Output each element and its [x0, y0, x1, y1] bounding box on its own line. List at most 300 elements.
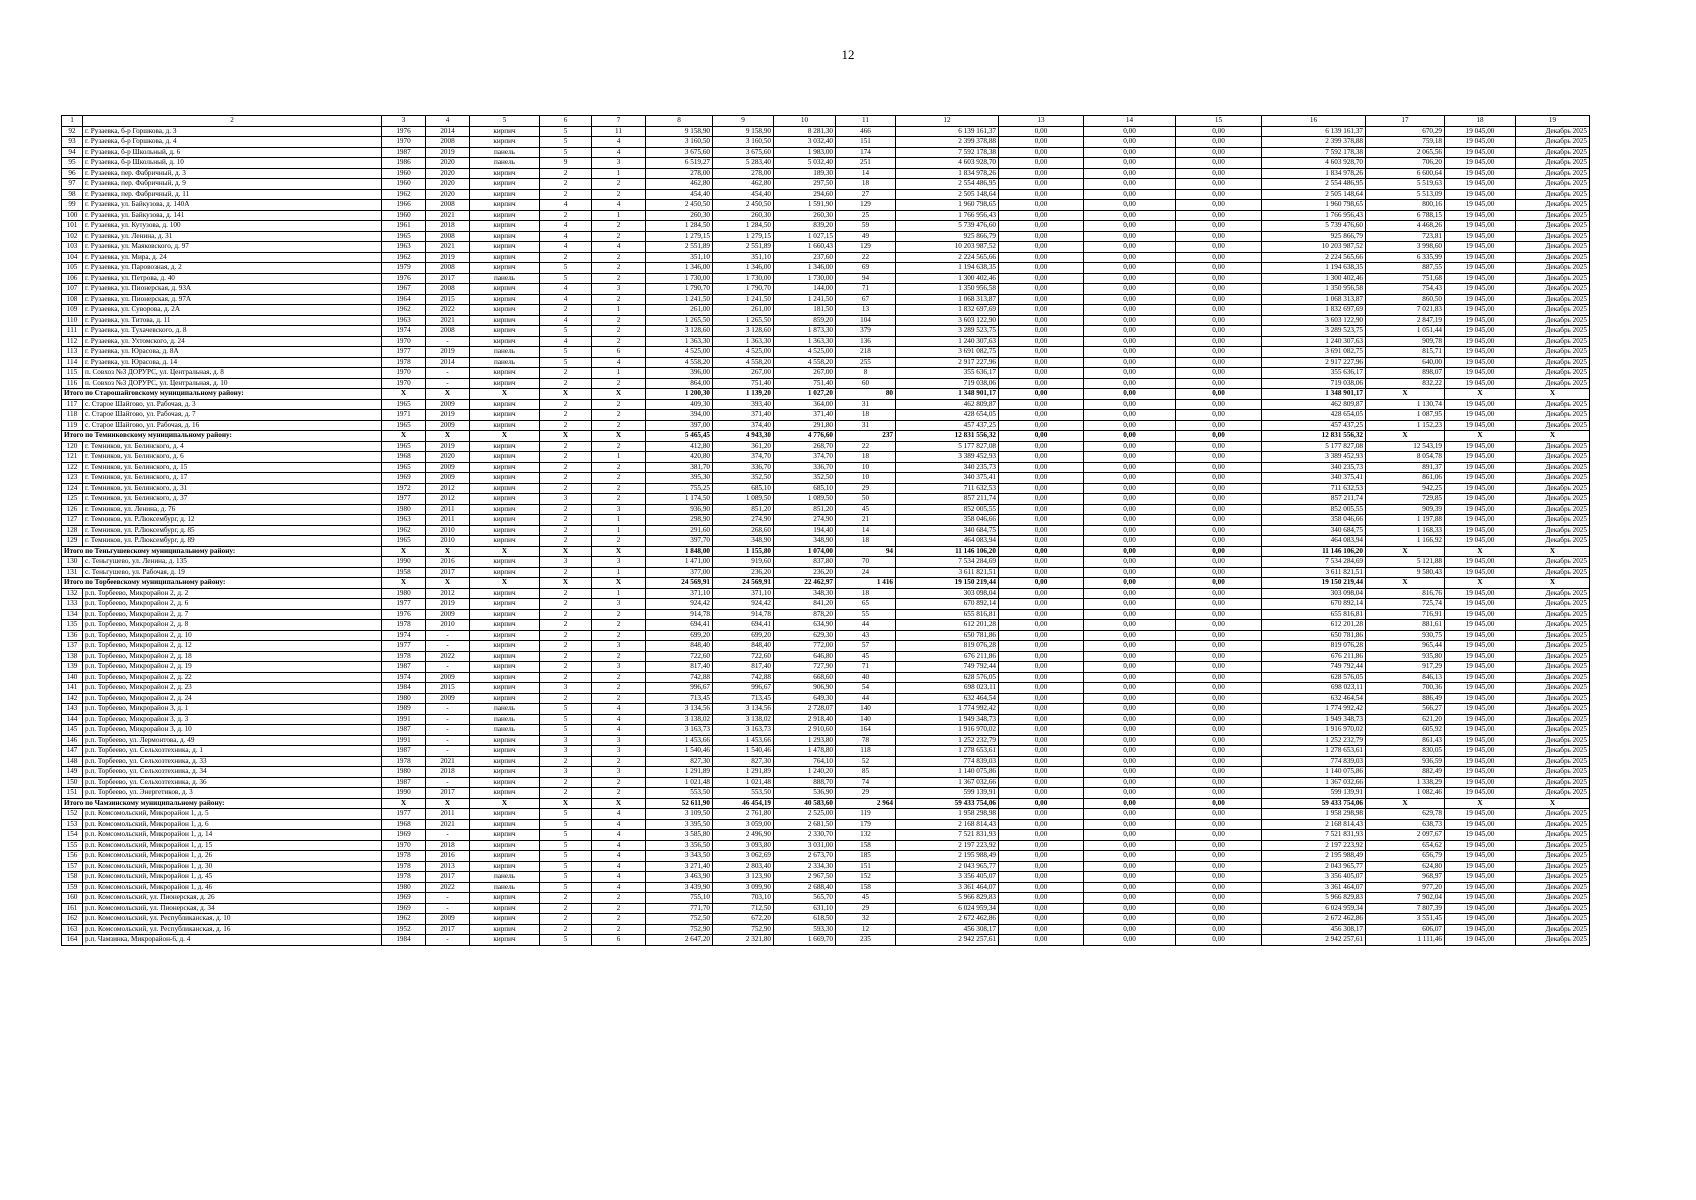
table-cell: 4 558,20 — [713, 357, 774, 368]
table-cell: 2 — [592, 683, 646, 694]
table-cell: 14 — [836, 525, 896, 536]
table-cell: 99 — [62, 200, 83, 211]
subtotal-cell: 237 — [836, 431, 896, 442]
subtotal-cell: X — [540, 389, 592, 400]
table-cell: 0,00 — [1084, 893, 1176, 904]
table-cell: 4 525,00 — [774, 347, 836, 358]
table-cell: 1970 — [382, 378, 426, 389]
table-cell: 462 809,87 — [1262, 399, 1366, 410]
table-cell: Декабрь 2025 — [1516, 914, 1590, 925]
table-cell: 2 505 148,64 — [1262, 189, 1366, 200]
table-cell: 261,00 — [646, 305, 713, 316]
table-cell: Декабрь 2025 — [1516, 735, 1590, 746]
address-cell: р.п. Комсомольский, Микрорайон 1, д. 14 — [83, 830, 382, 841]
table-row — [62, 935, 1590, 946]
table-row — [62, 651, 1590, 662]
table-cell: 9 158,90 — [646, 126, 713, 137]
table-cell: 18 — [836, 179, 896, 190]
table-cell: 135 — [62, 620, 83, 631]
subtotal-cell: 0,00 — [999, 389, 1084, 400]
table-cell: 19 045,00 — [1445, 567, 1516, 578]
table-cell: кирпич — [470, 767, 540, 778]
table-cell: 3 — [592, 158, 646, 169]
table-row — [62, 777, 1590, 788]
table-cell: 1977 — [382, 809, 426, 820]
table-cell: 19 045,00 — [1445, 305, 1516, 316]
address-cell: г. Рузаевка, б-р Школьный, д. 6 — [83, 147, 382, 158]
table-cell: 397,00 — [646, 420, 713, 431]
subtotal-cell: 59 433 754,06 — [896, 798, 999, 809]
address-cell: р.п. Комсомольский, Микрорайон 1, д. 15 — [83, 840, 382, 851]
table-cell: 5 032,40 — [774, 158, 836, 169]
table-cell: 977,20 — [1366, 882, 1445, 893]
table-cell: 19 045,00 — [1445, 914, 1516, 925]
table-cell: 237,60 — [774, 252, 836, 263]
subtotal-cell: X — [426, 798, 470, 809]
table-cell: 7 592 178,38 — [1262, 147, 1366, 158]
address-cell: р.п. Торбеево, Микрорайон 2, д. 23 — [83, 683, 382, 694]
table-cell: 0,00 — [999, 483, 1084, 494]
table-cell: 40 — [836, 672, 896, 683]
table-cell: 0,00 — [1176, 651, 1262, 662]
table-cell: 0,00 — [999, 273, 1084, 284]
table-cell: 0,00 — [1084, 746, 1176, 757]
subtotal-cell: X — [1445, 546, 1516, 557]
address-cell: р.п. Торбеево, Микрорайон 2, д. 8 — [83, 620, 382, 631]
table-cell: 2015 — [426, 294, 470, 305]
table-cell: 0,00 — [1176, 336, 1262, 347]
table-cell: 104 — [836, 315, 896, 326]
table-cell: 5 739 476,60 — [896, 221, 999, 232]
table-cell: 2 — [592, 263, 646, 274]
table-cell: 396,00 — [646, 368, 713, 379]
table-cell: 2 728,07 — [774, 704, 836, 715]
table-cell: 144,00 — [774, 284, 836, 295]
address-cell: р.п. Комсомольский, Микрорайон 1, д. 30 — [83, 861, 382, 872]
subtotal-cell: X — [1366, 798, 1445, 809]
table-cell: 0,00 — [1176, 462, 1262, 473]
table-cell: 18 — [836, 452, 896, 463]
table-cell: Декабрь 2025 — [1516, 641, 1590, 652]
table-cell: 5 — [540, 819, 592, 830]
table-cell: 3 611 821,51 — [896, 567, 999, 578]
table-cell: 2 224 565,66 — [1262, 252, 1366, 263]
table-cell: 0,00 — [999, 830, 1084, 841]
table-cell: 5 — [540, 126, 592, 137]
table-cell: 2 — [592, 924, 646, 935]
table-cell: 2 — [540, 483, 592, 494]
address-cell: р.п. Торбеево, Микрорайон 3, д. 1 — [83, 704, 382, 715]
table-cell: 2012 — [426, 588, 470, 599]
table-cell: 10 — [836, 462, 896, 473]
address-cell: п. Совхоз №3 ДОРУРС, ул. Центральная, д. 8 — [83, 368, 382, 379]
table-cell: 860,50 — [1366, 294, 1445, 305]
table-cell: 914,78 — [713, 609, 774, 620]
table-cell: панель — [470, 882, 540, 893]
table-cell: 935,80 — [1366, 651, 1445, 662]
table-cell: 377,00 — [646, 567, 713, 578]
table-cell: 358 046,66 — [896, 515, 999, 526]
table-cell: Декабрь 2025 — [1516, 746, 1590, 757]
column-number-cell: 19 — [1516, 116, 1590, 127]
table-cell: 1 591,90 — [774, 200, 836, 211]
table-cell: кирпич — [470, 315, 540, 326]
table-row — [62, 840, 1590, 851]
table-cell: 859,20 — [774, 315, 836, 326]
table-cell: 2 — [540, 462, 592, 473]
table-cell: 634,90 — [774, 620, 836, 631]
table-cell: 0,00 — [1176, 714, 1262, 725]
table-cell: 464 083,94 — [896, 536, 999, 547]
table-cell: 0,00 — [1084, 609, 1176, 620]
table-cell: 1 027,15 — [774, 231, 836, 242]
table-cell: 1 — [592, 567, 646, 578]
table-cell: Декабрь 2025 — [1516, 861, 1590, 872]
table-cell: 1966 — [382, 200, 426, 211]
table-cell: Декабрь 2025 — [1516, 588, 1590, 599]
table-cell: 2 450,50 — [713, 200, 774, 211]
table-cell: 2 097,67 — [1366, 830, 1445, 841]
table-cell: 348,90 — [774, 536, 836, 547]
table-cell: 0,00 — [999, 788, 1084, 799]
table-cell: кирпич — [470, 336, 540, 347]
table-cell: 2 399 378,88 — [896, 137, 999, 148]
table-cell: 3 — [592, 746, 646, 757]
table-cell: 1 300 402,46 — [896, 273, 999, 284]
table-cell: 864,00 — [646, 378, 713, 389]
address-cell: г. Рузаевка, пер. Фабричный, д. 11 — [83, 189, 382, 200]
table-cell: кирпич — [470, 861, 540, 872]
table-cell: 599 139,91 — [1262, 788, 1366, 799]
table-cell: 0,00 — [1176, 683, 1262, 694]
table-cell: 0,00 — [999, 284, 1084, 295]
table-cell: 2 554 486,95 — [1262, 179, 1366, 190]
table-cell: 5 — [540, 830, 592, 841]
table-cell: 0,00 — [1176, 840, 1262, 851]
subtotal-cell: X — [592, 546, 646, 557]
table-cell: Декабрь 2025 — [1516, 336, 1590, 347]
table-cell: 138 — [62, 651, 83, 662]
table-cell: 4 — [592, 872, 646, 883]
table-cell: 0,00 — [1084, 462, 1176, 473]
table-cell: 5 — [540, 347, 592, 358]
table-cell: 742,88 — [713, 672, 774, 683]
table-cell: 261,00 — [713, 305, 774, 316]
table-cell: 348,30 — [774, 588, 836, 599]
table-cell: 0,00 — [1176, 494, 1262, 505]
table-cell: 650 781,86 — [1262, 630, 1366, 641]
table-cell: 1 478,80 — [774, 746, 836, 757]
table-cell: 4 — [592, 840, 646, 851]
address-cell: с. Старое Шайгово, ул. Рабочая, д. 16 — [83, 420, 382, 431]
table-cell: 4 — [540, 315, 592, 326]
table-cell: 3 — [592, 662, 646, 673]
table-cell: 104 — [62, 252, 83, 263]
table-cell: 3 — [592, 599, 646, 610]
subtotal-cell: X — [1366, 546, 1445, 557]
table-cell: 1 051,44 — [1366, 326, 1445, 337]
table-cell: 1990 — [382, 557, 426, 568]
table-cell: 719 038,06 — [896, 378, 999, 389]
table-cell: 1 021,48 — [646, 777, 713, 788]
table-cell: 1 279,15 — [646, 231, 713, 242]
table-cell: 3 138,02 — [646, 714, 713, 725]
address-cell: г. Темников, ул. Белинского, д. 15 — [83, 462, 382, 473]
table-cell: 2022 — [426, 882, 470, 893]
table-cell: 85 — [836, 767, 896, 778]
table-cell: 218 — [836, 347, 896, 358]
table-cell: Декабрь 2025 — [1516, 903, 1590, 914]
table-cell: 0,00 — [1176, 326, 1262, 337]
table-cell: кирпич — [470, 263, 540, 274]
table-cell: 0,00 — [1176, 515, 1262, 526]
table-cell: 632 464,54 — [1262, 693, 1366, 704]
table-cell: панель — [470, 273, 540, 284]
table-row — [62, 809, 1590, 820]
table-cell: 19 045,00 — [1445, 294, 1516, 305]
table-cell: кирпич — [470, 683, 540, 694]
table-cell: 3 138,02 — [713, 714, 774, 725]
table-cell: 1969 — [382, 830, 426, 841]
table-row — [62, 294, 1590, 305]
table-cell: 1 089,50 — [713, 494, 774, 505]
table-cell: 851,20 — [713, 504, 774, 515]
table-cell: 60 — [836, 378, 896, 389]
table-cell: 888,70 — [774, 777, 836, 788]
table-cell: 2 — [540, 777, 592, 788]
table-cell: 278,00 — [646, 168, 713, 179]
table-cell: 141 — [62, 683, 83, 694]
table-cell: Декабрь 2025 — [1516, 840, 1590, 851]
table-cell: 12 543,19 — [1366, 441, 1445, 452]
table-cell: 2 918,40 — [774, 714, 836, 725]
table-cell: 0,00 — [999, 336, 1084, 347]
table-cell: 7 534 284,69 — [1262, 557, 1366, 568]
table-cell: 123 — [62, 473, 83, 484]
table-cell: 0,00 — [1176, 872, 1262, 883]
table-cell: 0,00 — [1084, 788, 1176, 799]
table-cell: 2018 — [426, 221, 470, 232]
table-cell: 3 691 082,75 — [1262, 347, 1366, 358]
table-cell: 0,00 — [999, 494, 1084, 505]
table-cell: 2020 — [426, 189, 470, 200]
table-cell: 3 439,90 — [646, 882, 713, 893]
table-cell: 0,00 — [1084, 599, 1176, 610]
table-cell: 5 — [540, 137, 592, 148]
table-cell: 105 — [62, 263, 83, 274]
table-cell: 1968 — [382, 819, 426, 830]
table-cell: кирпич — [470, 284, 540, 295]
table-cell: кирпич — [470, 126, 540, 137]
table-cell: 1 197,88 — [1366, 515, 1445, 526]
table-cell: 3 611 821,51 — [1262, 567, 1366, 578]
table-cell: 752,50 — [646, 914, 713, 925]
subtotal-row — [62, 389, 1590, 400]
table-cell: Декабрь 2025 — [1516, 168, 1590, 179]
table-cell: 861,06 — [1366, 473, 1445, 484]
table-cell: 2021 — [426, 315, 470, 326]
table-cell: 45 — [836, 651, 896, 662]
table-cell: 0,00 — [1176, 210, 1262, 221]
table-cell: 340 684,75 — [896, 525, 999, 536]
table-cell: 553,50 — [713, 788, 774, 799]
table-cell: 3 356,50 — [646, 840, 713, 851]
table-cell: 0,00 — [1084, 420, 1176, 431]
subtotal-cell: X — [1366, 431, 1445, 442]
table-cell: 374,40 — [713, 420, 774, 431]
table-cell: 4 — [540, 221, 592, 232]
table-cell: 699,20 — [646, 630, 713, 641]
table-cell: 0,00 — [1176, 851, 1262, 862]
table-cell: 2 — [540, 420, 592, 431]
table-cell: кирпич — [470, 630, 540, 641]
subtotal-cell: 0,00 — [999, 546, 1084, 557]
table-cell: кирпич — [470, 809, 540, 820]
table-cell: 0,00 — [999, 735, 1084, 746]
table-cell: 0,00 — [999, 242, 1084, 253]
table-cell: 164 — [836, 725, 896, 736]
table-cell: 0,00 — [1084, 368, 1176, 379]
table-cell: 5 519,63 — [1366, 179, 1445, 190]
table-row — [62, 567, 1590, 578]
table-cell: 1963 — [382, 242, 426, 253]
table-cell: 29 — [836, 483, 896, 494]
address-cell: р.п. Торбеево, ул. Сельхозтехника, д. 1 — [83, 746, 382, 757]
table-cell: 96 — [62, 168, 83, 179]
table-cell: 115 — [62, 368, 83, 379]
table-cell: 6 600,64 — [1366, 168, 1445, 179]
table-row — [62, 126, 1590, 137]
table-cell: 0,00 — [1176, 777, 1262, 788]
address-cell: с. Теньгушево, ул. Ленина, д. 135 — [83, 557, 382, 568]
table-cell: 103 — [62, 242, 83, 253]
table-cell: 19 045,00 — [1445, 189, 1516, 200]
table-cell: 566,27 — [1366, 704, 1445, 715]
table-cell: 19 045,00 — [1445, 200, 1516, 211]
table-cell: 8 — [836, 368, 896, 379]
subtotal-cell: X — [1516, 546, 1590, 557]
table-cell: 148 — [62, 756, 83, 767]
table-cell: 0,00 — [999, 557, 1084, 568]
table-cell: 2017 — [426, 872, 470, 883]
table-cell: 0,00 — [999, 231, 1084, 242]
table-cell: кирпич — [470, 788, 540, 799]
table-cell: 163 — [62, 924, 83, 935]
table-cell: 298,90 — [646, 515, 713, 526]
table-cell: 0,00 — [1084, 483, 1176, 494]
table-row — [62, 189, 1590, 200]
table-cell: 2008 — [426, 284, 470, 295]
table-cell: 2 334,30 — [774, 861, 836, 872]
table-cell: 0,00 — [1084, 378, 1176, 389]
address-cell: р.п. Торбеево, ул. Сельхозтехника, д. 36 — [83, 777, 382, 788]
table-cell: 0,00 — [999, 179, 1084, 190]
table-row — [62, 557, 1590, 568]
table-cell: 711 632,53 — [896, 483, 999, 494]
column-number-cell: 9 — [713, 116, 774, 127]
subtotal-cell: X — [1516, 798, 1590, 809]
table-cell: кирпич — [470, 567, 540, 578]
table-cell: 462,80 — [713, 179, 774, 190]
table-cell: 0,00 — [1084, 777, 1176, 788]
subtotal-cell: X — [1445, 389, 1516, 400]
table-cell: Декабрь 2025 — [1516, 263, 1590, 274]
table-cell: 19 045,00 — [1445, 609, 1516, 620]
table-cell: 291,80 — [774, 420, 836, 431]
address-cell: п. Совхоз №3 ДОРУРС, ул. Центральная, д. 10 — [83, 378, 382, 389]
table-cell: 278,00 — [713, 168, 774, 179]
table-cell: - — [426, 903, 470, 914]
table-cell: 0,00 — [1176, 830, 1262, 841]
subtotal-cell: 0,00 — [1176, 546, 1262, 557]
table-cell: кирпич — [470, 735, 540, 746]
table-cell: 10 203 987,52 — [896, 242, 999, 253]
subtotal-cell: X — [382, 546, 426, 557]
table-row — [62, 200, 1590, 211]
table-cell: 9 580,43 — [1366, 567, 1445, 578]
table-cell: 0,00 — [1084, 179, 1176, 190]
address-cell: р.п. Торбеево, Микрорайон 2, д. 24 — [83, 693, 382, 704]
table-cell: 420,80 — [646, 452, 713, 463]
table-cell: 0,00 — [1084, 809, 1176, 820]
table-cell: 260,30 — [713, 210, 774, 221]
table-cell: 0,00 — [999, 924, 1084, 935]
table-cell: 1 111,46 — [1366, 935, 1445, 946]
table-cell: 2022 — [426, 305, 470, 316]
table-cell: 3 123,90 — [713, 872, 774, 883]
subtotal-cell: 24 569,91 — [646, 578, 713, 589]
table-cell: - — [426, 893, 470, 904]
table-row — [62, 872, 1590, 883]
table-cell: Декабрь 2025 — [1516, 536, 1590, 547]
table-cell: 0,00 — [1084, 252, 1176, 263]
table-cell: кирпич — [470, 494, 540, 505]
table-cell: 134 — [62, 609, 83, 620]
table-cell: 150 — [62, 777, 83, 788]
table-cell: 0,00 — [1084, 126, 1176, 137]
table-cell: 711 632,53 — [1262, 483, 1366, 494]
table-cell: 2 043 965,77 — [896, 861, 999, 872]
table-cell: 618,50 — [774, 914, 836, 925]
table-cell: Декабрь 2025 — [1516, 483, 1590, 494]
table-cell: 3 — [540, 767, 592, 778]
table-cell: 2 — [592, 189, 646, 200]
table-cell: 719 038,06 — [1262, 378, 1366, 389]
column-number-cell: 8 — [646, 116, 713, 127]
table-cell: 0,00 — [1176, 231, 1262, 242]
table-cell: 2 — [592, 620, 646, 631]
table-cell: 0,00 — [999, 326, 1084, 337]
address-cell: г. Рузаевка, б-р Школьный, д. 10 — [83, 158, 382, 169]
table-cell: 352,50 — [713, 473, 774, 484]
table-cell: 102 — [62, 231, 83, 242]
table-cell: 612 201,28 — [896, 620, 999, 631]
table-cell: 700,36 — [1366, 683, 1445, 694]
table-cell: 18 — [836, 536, 896, 547]
table-cell: 694,41 — [713, 620, 774, 631]
table-cell: 3 998,60 — [1366, 242, 1445, 253]
table-cell: 1 068 313,87 — [1262, 294, 1366, 305]
table-cell: 7 807,39 — [1366, 903, 1445, 914]
table-cell: 5 121,88 — [1366, 557, 1445, 568]
table-cell: кирпич — [470, 179, 540, 190]
table-cell: 117 — [62, 399, 83, 410]
table-cell: 114 — [62, 357, 83, 368]
table-row — [62, 168, 1590, 179]
table-cell: 108 — [62, 294, 83, 305]
table-cell: Декабрь 2025 — [1516, 504, 1590, 515]
table-cell: 1 252 232,79 — [896, 735, 999, 746]
